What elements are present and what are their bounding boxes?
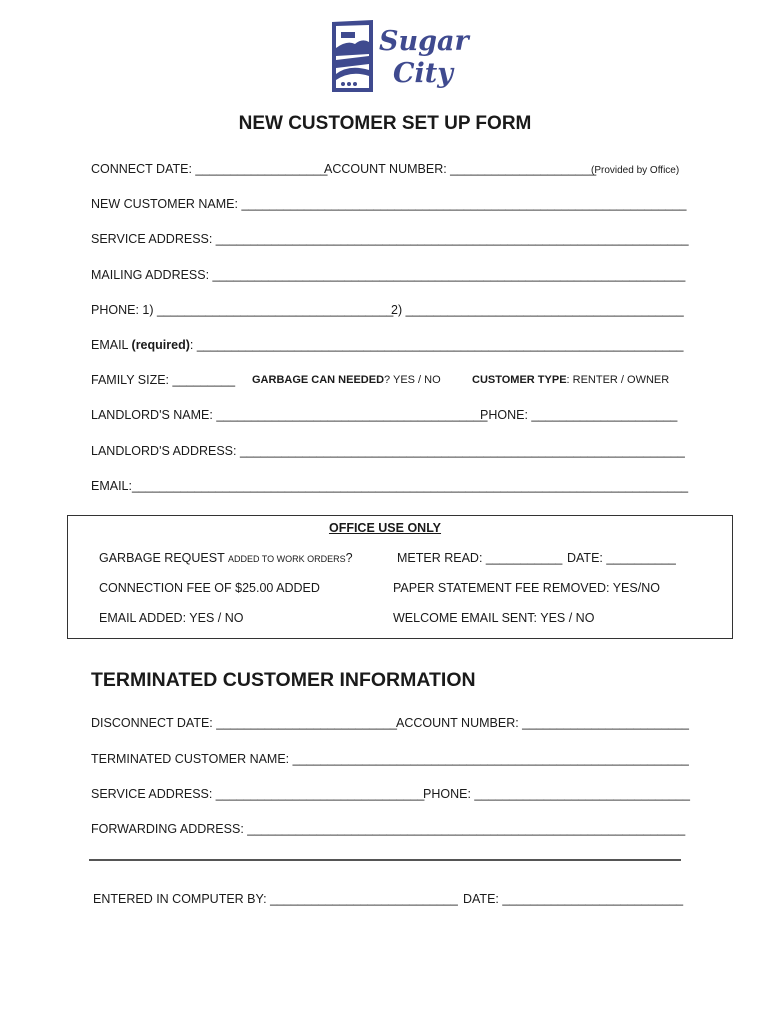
email-required-field[interactable] xyxy=(91,338,683,352)
family-size-field[interactable]: FAMILY SIZE: _________ xyxy=(91,373,236,387)
account-number-field[interactable]: ACCOUNT NUMBER: _____________________ xyxy=(324,162,597,176)
landlord-email-field[interactable]: EMAIL:________________________________________________________________________________ xyxy=(91,479,689,493)
garbage-request-label: GARBAGE REQUEST xyxy=(99,551,228,565)
customer-type-label: CUSTOMER TYPE xyxy=(472,374,567,386)
office-date-field[interactable]: DATE: __________ xyxy=(567,551,676,565)
footer-date-field[interactable]: DATE: __________________________ xyxy=(463,892,684,906)
forwarding-address-field[interactable]: FORWARDING ADDRESS: _______________________________________________________________ xyxy=(91,822,686,836)
landlord-address-field[interactable]: LANDLORD'S ADDRESS: ________________________________________________________________ xyxy=(91,444,685,458)
logo-text-sugar: Sugar xyxy=(379,26,469,57)
terminated-service-address-field[interactable]: SERVICE ADDRESS: ______________________________ xyxy=(91,787,425,801)
garbage-can-needed-field[interactable] xyxy=(252,374,441,386)
customer-type-field[interactable] xyxy=(472,374,669,386)
garbage-can-label: GARBAGE CAN NEEDED xyxy=(252,374,385,386)
welcome-email-item[interactable]: WELCOME EMAIL SENT: YES / NO xyxy=(393,611,595,625)
landlord-phone-field[interactable]: PHONE: _____________________ xyxy=(480,408,678,422)
paper-statement-item[interactable]: PAPER STATEMENT FEE REMOVED: YES/NO xyxy=(393,581,660,595)
section-divider xyxy=(89,859,681,861)
garbage-request-end: ? xyxy=(345,551,353,565)
connect-date-field[interactable]: CONNECT DATE: ___________________ xyxy=(91,162,328,176)
meter-read-field[interactable]: METER READ: ___________ xyxy=(397,551,563,565)
entered-by-field[interactable]: ENTERED IN COMPUTER BY: ___________________________ xyxy=(93,892,458,906)
mailing-address-field[interactable]: MAILING ADDRESS: ____________________________________________________________________ xyxy=(91,268,686,282)
garbage-can-options: ? YES / NO xyxy=(384,374,441,386)
phone-2-field[interactable]: 2) ________________________________________ xyxy=(391,303,684,317)
garbage-request-item[interactable] xyxy=(99,551,353,565)
terminated-account-number-field[interactable]: ACCOUNT NUMBER: ________________________ xyxy=(396,716,690,730)
form-title: NEW CUSTOMER SET UP FORM xyxy=(238,113,532,134)
provided-by-office-note: (Provided by Office) xyxy=(591,165,680,176)
logo-text-city: City xyxy=(393,58,453,89)
service-address-field[interactable]: SERVICE ADDRESS: ____________________________________________________________________ xyxy=(91,232,689,246)
terminated-customer-name-field[interactable]: TERMINATED CUSTOMER NAME: _________________________________________________________ xyxy=(91,752,689,766)
connection-fee-item: CONNECTION FEE OF $25.00 ADDED xyxy=(99,581,320,595)
sugar-city-logo xyxy=(329,18,469,98)
landlord-name-field[interactable]: LANDLORD'S NAME: _______________________________________ xyxy=(91,408,488,422)
email-label: EMAIL xyxy=(91,338,132,352)
terminated-heading: TERMINATED CUSTOMER INFORMATION xyxy=(91,669,476,691)
customer-type-options: : RENTER / OWNER xyxy=(566,374,670,386)
disconnect-date-field[interactable]: DISCONNECT DATE: __________________________ xyxy=(91,716,397,730)
office-use-heading: OFFICE USE ONLY xyxy=(328,521,442,535)
new-customer-name-field[interactable]: NEW CUSTOMER NAME: ________________________________________________________________ xyxy=(91,197,687,211)
phone-1-field[interactable]: PHONE: 1) __________________________________ xyxy=(91,303,394,317)
terminated-phone-field[interactable]: PHONE: _______________________________ xyxy=(423,787,690,801)
email-required-label: (required) xyxy=(131,338,190,352)
email-added-item[interactable]: EMAIL ADDED: YES / NO xyxy=(99,611,244,625)
email-line: : ______________________________________________________________________ xyxy=(189,338,684,352)
garbage-request-small-label: ADDED TO WORK ORDERS xyxy=(227,554,346,564)
